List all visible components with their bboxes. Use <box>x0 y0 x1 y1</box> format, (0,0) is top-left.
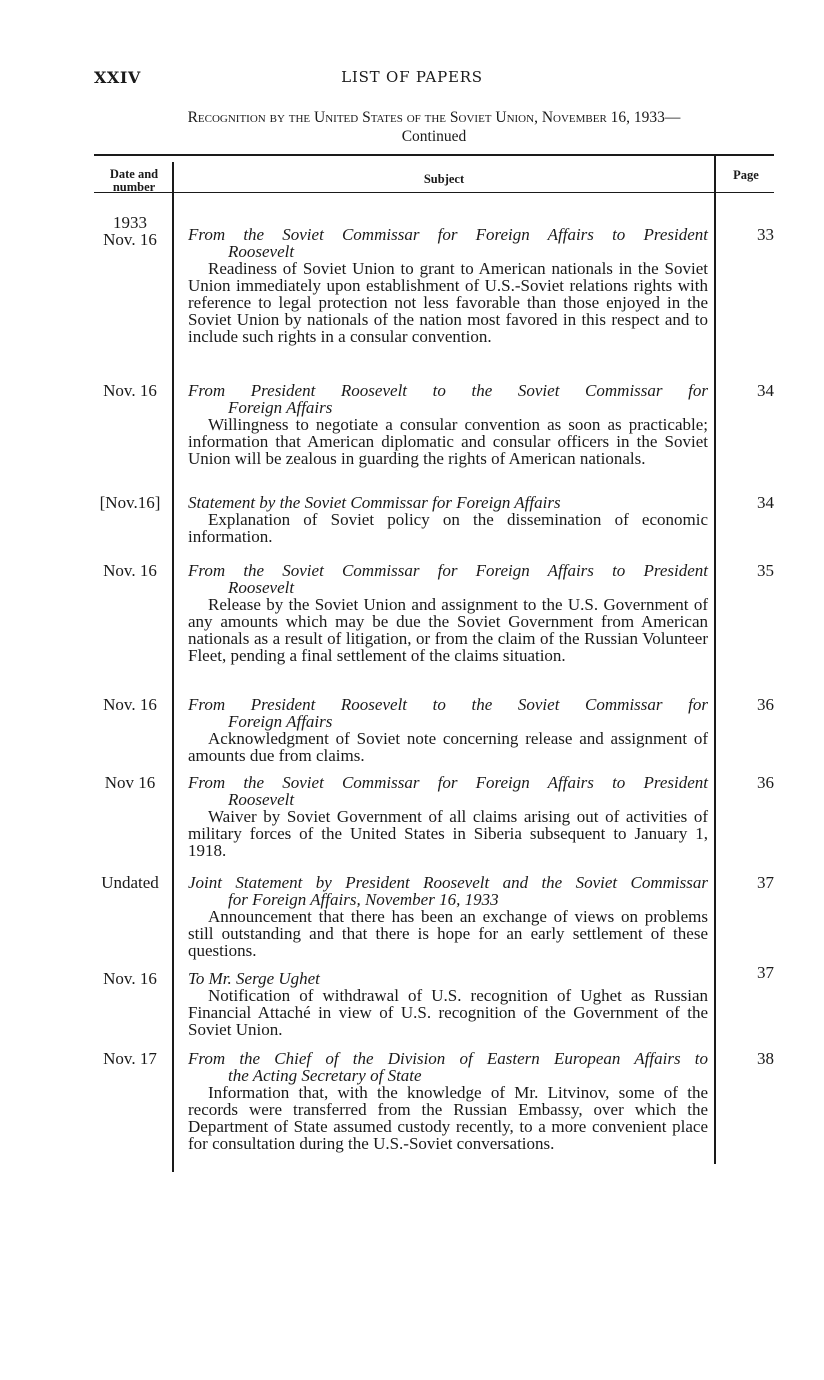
entry-title: From President Roosevelt to the Soviet Commissar for <box>188 381 708 400</box>
entry-title: From the Soviet Commissar for Foreign Affairs to President <box>188 773 708 792</box>
section-title <box>94 108 774 146</box>
entry-title-cont: the Acting Secretary of State <box>228 1066 422 1085</box>
column-header-date: Date and number <box>109 167 159 194</box>
section-title-line2: Continued <box>401 128 467 145</box>
entry-description: Announcement that there has been an exchange of views on problems still outstanding and that there is hope for an early settlement of these questions. <box>188 907 708 960</box>
entry-date-text: Nov. 16 <box>103 381 157 400</box>
entry-page: 34 <box>757 381 774 400</box>
entry-page: 36 <box>757 773 774 792</box>
entry-subject <box>188 970 708 1038</box>
entry-year: 1933 <box>113 213 147 232</box>
entry-subject <box>188 696 708 764</box>
entry-description: Readiness of Soviet Union to grant to American nationals in the Soviet Union immediately upon establishment of U.S.-Soviet relations rights with reference to legal protection not less favorable than those enjoyed in the Soviet Union by nationals of the nation most favored in this respect and to include such rights in a consular convention. <box>188 259 708 346</box>
entry-description: Acknowledgment of Soviet note concerning release and assignment of amounts due from claims. <box>188 729 708 765</box>
entry-subject <box>188 562 708 664</box>
entry-title-cont: Roosevelt <box>228 790 295 809</box>
entry-date <box>94 214 166 248</box>
entry-date <box>94 494 166 511</box>
column-divider-left <box>172 162 174 1172</box>
entry-title: Joint Statement by President Roosevelt and the Soviet Commissar <box>188 873 708 892</box>
entry-page: 36 <box>757 695 774 714</box>
running-head: LIST OF PAPERS <box>341 68 483 86</box>
entry-date <box>94 774 166 791</box>
entry-title: From the Soviet Commissar for Foreign Affairs to President <box>188 561 708 580</box>
entry-subject <box>188 874 708 959</box>
entry-title-cont: Foreign Affairs <box>228 398 333 417</box>
entry-date <box>94 874 166 891</box>
entry-title: To Mr. Serge Ughet <box>188 969 320 988</box>
entry-description: Waiver by Soviet Government of all claims arising out of activities of military forces of the United States in Siberia subsequent to January 1, 1918. <box>188 807 708 860</box>
entry-date <box>94 1050 166 1067</box>
entry-description: Notification of withdrawal of U.S. recognition of Ughet as Russian Financial Attaché in view of U.S. recognition of the Government of the Soviet Union. <box>188 986 708 1039</box>
entry-title-cont: for Foreign Affairs, November 16, 1933 <box>228 890 499 909</box>
column-header-subject: Subject <box>423 172 465 186</box>
entry-subject <box>188 226 708 345</box>
entry-date-text: [Nov.16] <box>99 493 161 512</box>
page-number: XXIV <box>94 68 141 87</box>
column-divider-right <box>714 154 716 1164</box>
column-header-page: Page <box>733 168 759 182</box>
section-title-line1: Recognition by the United States of the Soviet Union, November 16, 1933— <box>187 109 681 126</box>
entry-subject <box>188 382 708 467</box>
entry-date-text: Nov. 16 <box>103 561 157 580</box>
entry-description: Willingness to negotiate a consular convention as soon as practicable; information that American diplomatic and consular officers in the Soviet Union will be zealous in guarding the rights of American nationals. <box>188 415 708 468</box>
header-bottom-rule <box>94 192 774 193</box>
entry-page: 35 <box>757 561 774 580</box>
entry-date-text: Nov 16 <box>104 773 156 792</box>
entry-title-cont: Foreign Affairs <box>228 712 333 731</box>
entry-description: Information that, with the knowledge of Mr. Litvinov, some of the records were transferred from the Russian Embassy, over which the Department of State assumed custody recently, to a more convenient place for consultation during the U.S.-Soviet conversations. <box>188 1083 708 1153</box>
entry-date <box>94 970 166 987</box>
entry-page: 33 <box>757 225 774 244</box>
papers-table <box>94 154 774 1172</box>
entry-page: 37 <box>757 873 774 892</box>
entry-date-text: Undated <box>101 873 159 892</box>
entry-page: 37 <box>757 963 774 982</box>
entry-title: From the Chief of the Division of Eastern European Affairs to <box>188 1049 708 1068</box>
entry-subject <box>188 1050 708 1152</box>
entry-description: Explanation of Soviet policy on the dissemination of economic information. <box>188 510 708 546</box>
entry-title: From President Roosevelt to the Soviet Commissar for <box>188 695 708 714</box>
entry-subject <box>188 774 708 859</box>
entry-date-text: Nov. 16 <box>103 969 157 988</box>
entry-title: From the Soviet Commissar for Foreign Affairs to President <box>188 225 708 244</box>
entry-title-cont: Roosevelt <box>228 578 295 597</box>
entry-page: 34 <box>757 493 774 512</box>
entry-date <box>94 696 166 713</box>
table-top-rule <box>94 154 774 156</box>
entry-subject <box>188 494 708 545</box>
entry-description: Release by the Soviet Union and assignment to the U.S. Government of any amounts which may be due the Soviet Government from American nationals as a result of litigation, or from the claim of the Russian Volunteer Fleet, pending a final settlement of the claims situation. <box>188 595 708 665</box>
entry-date <box>94 562 166 579</box>
entry-date-text: Nov. 16 <box>103 695 157 714</box>
entry-date-text: Nov. 17 <box>103 1049 157 1068</box>
entry-date <box>94 382 166 399</box>
entry-page: 38 <box>757 1049 774 1068</box>
entry-title-cont: Roosevelt <box>228 242 295 261</box>
entry-title: Statement by the Soviet Commissar for Foreign Affairs <box>188 493 561 512</box>
entry-date-text: Nov. 16 <box>103 230 157 249</box>
